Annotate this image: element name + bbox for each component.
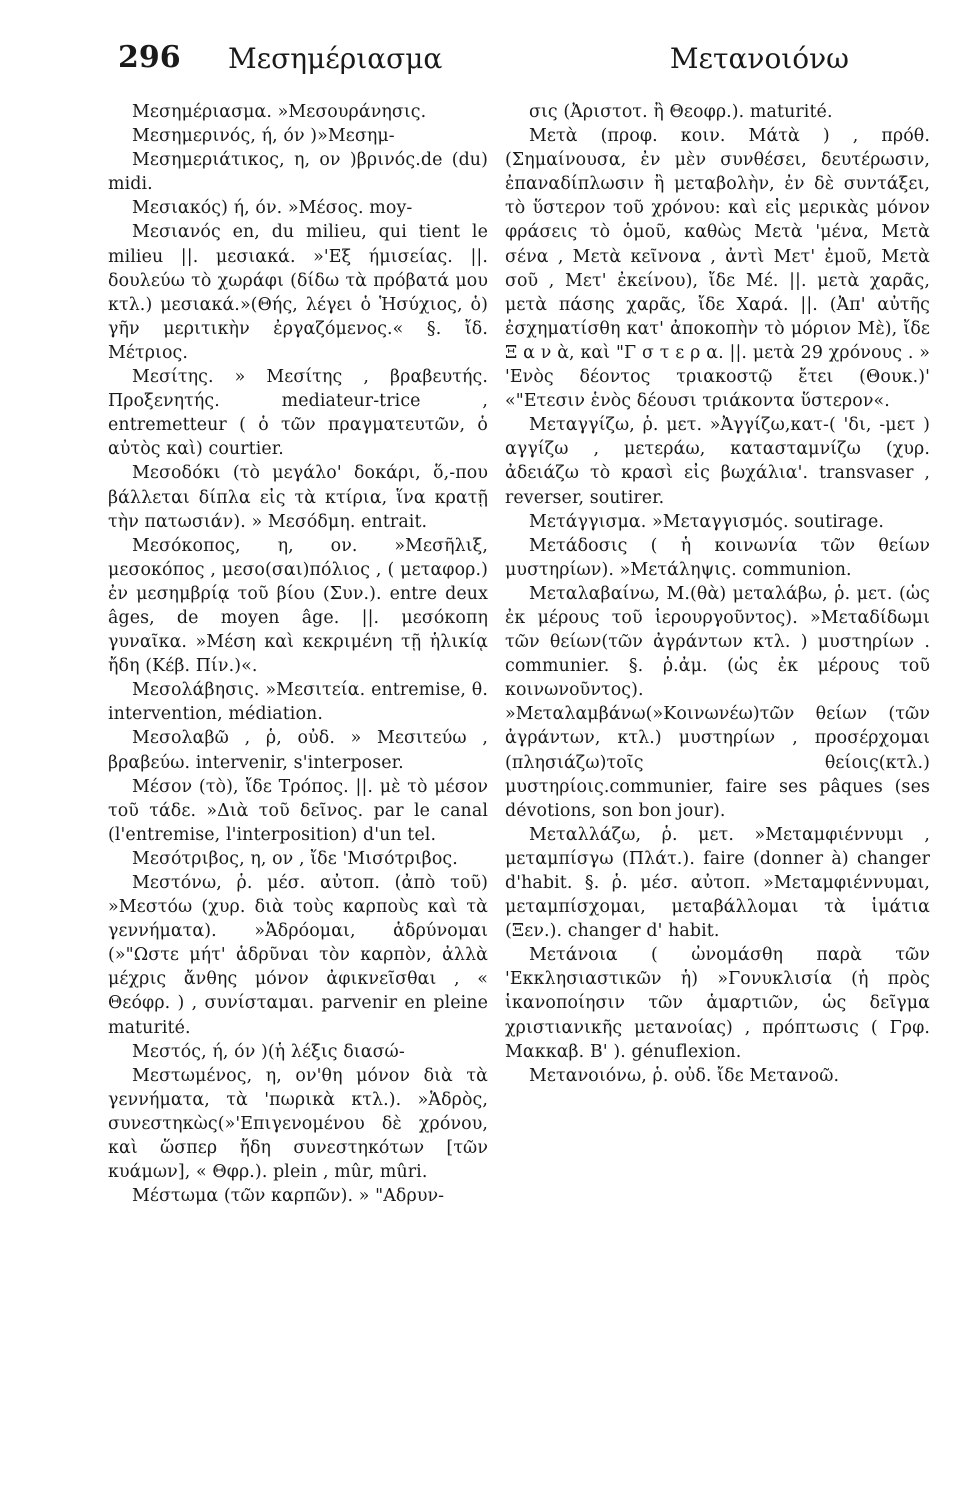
dictionary-entry: Μεταλαβαίνω, Μ.(θὰ) μεταλάβω, ῥ. μετ. (ὡς ἐκ μέρους τοῦ ἱερουργοῦντος). »Μεταδίδωμι τῶν θείων(τῶν ἀγράντων κτλ. ) μυστηρίων . communier. §. ῥ.ἀμ. (ὡς ἐκ μέρους τοῦ κοινωνοῦντος). »Μεταλαμβάνω(»Κοινωνέω)τῶν θείων (τῶν ἀγράντων, κτλ.) μυστηρίων , προσέρχομαι (πλησιάζω)τοῖς θείοις(κτλ.) μυστηρίοις.communier, faire ses pâques (ses dévotions, son bon jour). bbox=[505, 583, 930, 821]
right-running-head: Μετανοιόνω bbox=[669, 42, 849, 75]
dictionary-entry: Μεσημερινός, ή, όν )»Μεσημ- bbox=[132, 126, 395, 147]
dictionary-entry: Μετάγγισμα. »Μεταγγισμός. soutirage. bbox=[529, 511, 885, 532]
dictionary-entry: Μεταλλάζω, ῥ. μετ. »Μεταμφιέννυμι , μεταμπίσγω (Πλάτ.). faire (donner à) changer d'habit. §. ῥ. μέσ. αὐτοπ. »Μεταμφιέννυμαι, μεταμπίσχομαι, μεταβάλλομαι τὰ ἱμάτια (Ξεν.). changer d' habit. bbox=[505, 824, 930, 942]
dictionary-entry: Μεσολάβησις. »Μεσιτεία. entremise, θ. intervention, médiation. bbox=[108, 680, 488, 725]
dictionary-entry: Μεστωμένος, η, ον'θη μόνον διὰ τὰ γεννήματα, τὰ 'πωρικὰ κτλ.). »Ἁδρὸς, συνεστηκὼς(»'Επιγενομένου δὲ χρόνου, καὶ ὥσπερ ἤδη συνεστηκότων [τῶν κυάμων], « Θφρ.). plein , mûr, mûri. bbox=[108, 1065, 488, 1183]
page-header bbox=[118, 40, 849, 90]
dictionary-entry: Μεσιανός en, du milieu, qui tient le milieu ||. μεσιακά. »'Εξ ήμισείας. ||. δουλεύω τὸ χωράφι (δίδω τὰ πρόβατά μου κτλ.) μεσιακά.»(Θής, λέγει ὁ Ἡσύχιος, ὁ) γῆν μεριτικὴν ἐργαζόμενος.« §. ἴδ. Μέτριος. bbox=[108, 222, 488, 363]
dictionary-entry: σις (Ἀριστοτ. ἢ Θεοφρ.). maturité. bbox=[529, 102, 833, 122]
dictionary-entry: Μεσημεριάτικος, η, ον )βρινός.de (du) midi. bbox=[108, 150, 488, 195]
dictionary-entry: Μεστόνω, ῥ. μέσ. αὐτοπ. (ἀπὸ τοῦ) »Μεστόω (χυρ. διὰ τοὺς καρποὺς καὶ τὰ γεννήματα). »Ἁδρόομαι, ἁδρύνομαι (»"Ωστε μήτ' ἁδρῦναι τὸν καρπὸν, ἀλλὰ μέχρις ἄνθης μόνον ἀφικνεῖσθαι , « Θεόφρ. ) , συνίσταμαι. parvenir en pleine maturité. bbox=[108, 873, 488, 1038]
dictionary-entry: Μετὰ (προφ. κοιν. Μάτὰ ) , πρόθ. (Σημαίνουσα, ἐν μὲν συνθέσει, δευτέρωσιν, ἐπαναδίπλωσιν ἢ μεταβολὴν, ἐν δὲ συντάξει, τὸ ὕστερον τοῦ χρόνου: καὶ εἰς μερικὰς μόνον φράσεις τὸ ὁμοῦ, καθὼς Μετὰ 'μένα, Μετὰ σένα , Μετὰ κεῖνονα , ἀντὶ Μετ' ἐμοῦ, Μετὰ σοῦ , Μετ' ἐκείνου), ἴδε Μέ. ||. μετὰ χαρᾶς, μετὰ πάσης χαρᾶς, ἴδε Χαρά. ||. (Ἀπ' αὐτῆς ἐσχηματίσθη κατ' ἀποκοπὴν τὸ μόριον Μὲ), ἴδε Ξ α ν ὰ, καὶ "Γ σ τ ε ρ α. ||. μετὰ 29 χρόνους . » 'Ενὸς δέοντος τριακοστῷ ἔτει (Θουκ.)' «"Ετεσιν ἑνὸς δέουσι τριάκοντα ὕστερον«. bbox=[505, 126, 930, 412]
right-column bbox=[505, 100, 930, 1088]
dictionary-entry: Μετάδοσις ( ἡ κοινωνία τῶν θείων μυστηρίων). »Μετάληψις. communion. bbox=[505, 535, 930, 580]
dictionary-entry: Μεσημέριασμα. »Μεσουράνησις. bbox=[132, 102, 427, 122]
left-running-head: Μεσημέριασμα bbox=[228, 42, 443, 75]
dictionary-entry: Μεσοδόκι (τὸ μεγάλο' δοκάρι, ὅ,-που βάλλεται δίπλα εἰς τὰ κτίρια, ἵνα κρατῇ τὴν πατωσιάν). » Μεσόδμη. entrait. bbox=[108, 463, 488, 532]
dictionary-entry: Μεσόκοπος, η, ον. »Μεσῆλιξ, μεσοκόπος , μεσο(σαι)πόλιος , ( μεταφορ.) ἐν μεσημβρίᾳ τοῦ βίου (Συν.). entre deux âges, de moyen âge. ||. μεσόκοπη γυναῖκα. »Μέση καὶ κεκριμένη τῇ ἡλικίᾳ ἤδη (Κέβ. Πίν.)«. bbox=[108, 535, 488, 677]
dictionary-entry: Μεστός, ή, όν )(ἡ λέξις διασώ- bbox=[132, 1041, 405, 1062]
dictionary-entry: Μεταγγίζω, ῥ. μετ. »Ἀγγίζω,κατ-( 'δι, -μετ ) αγγίζω , μετεράω, κατασταμνίζω (χυρ. ἀδειάζω τὸ κρασὶ εἰς βωχάλια'. transvaser , reverser, soutirer. bbox=[505, 415, 930, 508]
dictionary-entry: Μέστωμα (τῶν καρπῶν). » "Αδρυν- bbox=[132, 1186, 445, 1207]
left-column bbox=[108, 100, 488, 1208]
dictionary-entry: Μετανοιόνω, ῥ. οὐδ. ἴδε Μετανοῶ. bbox=[529, 1065, 840, 1086]
dictionary-entry: Μεσιακός) ή, όν. »Μέσος. moy- bbox=[132, 198, 413, 219]
dictionary-entry: Μεσότριβος, η, ον , ἴδε 'Μισότριβος. bbox=[132, 848, 458, 869]
dictionary-entry: Μέσον (τὸ), ἴδε Τρόπος. ||. μὲ τὸ μέσον τοῦ τάδε. »Διὰ τοῦ δεῖνος. par le canal (l'entremise, l'interposition) d'un tel. bbox=[108, 776, 488, 845]
dictionary-entry: Μεσίτης. » Μεσίτης , βραβευτής. Προξενητής. mediateur-trice , entremetteur ( ὁ τῶν πραγματευτῶν, ὁ αὐτὸς καὶ) courtier. bbox=[108, 367, 488, 460]
dictionary-entry: Μεσολαβῶ , ῥ, οὐδ. » Μεσιτεύω , βραβεύω. intervenir, s'interposer. bbox=[108, 728, 488, 773]
dictionary-entry: Μετάνοια ( ὠνομάσθη παρὰ τῶν 'Εκκλησιαστικῶν ἡ) »Γονυκλισία (ἡ πρὸς ἱκανοποίησιν τῶν ἁμαρτιῶν, ὡς δεῖγμα χριστιανικῆς μετανοίας) , πρόπτωσις ( Γρφ. Μακκαβ. Β' ). génuflexion. bbox=[505, 945, 930, 1062]
page-number: 296 bbox=[118, 40, 181, 75]
